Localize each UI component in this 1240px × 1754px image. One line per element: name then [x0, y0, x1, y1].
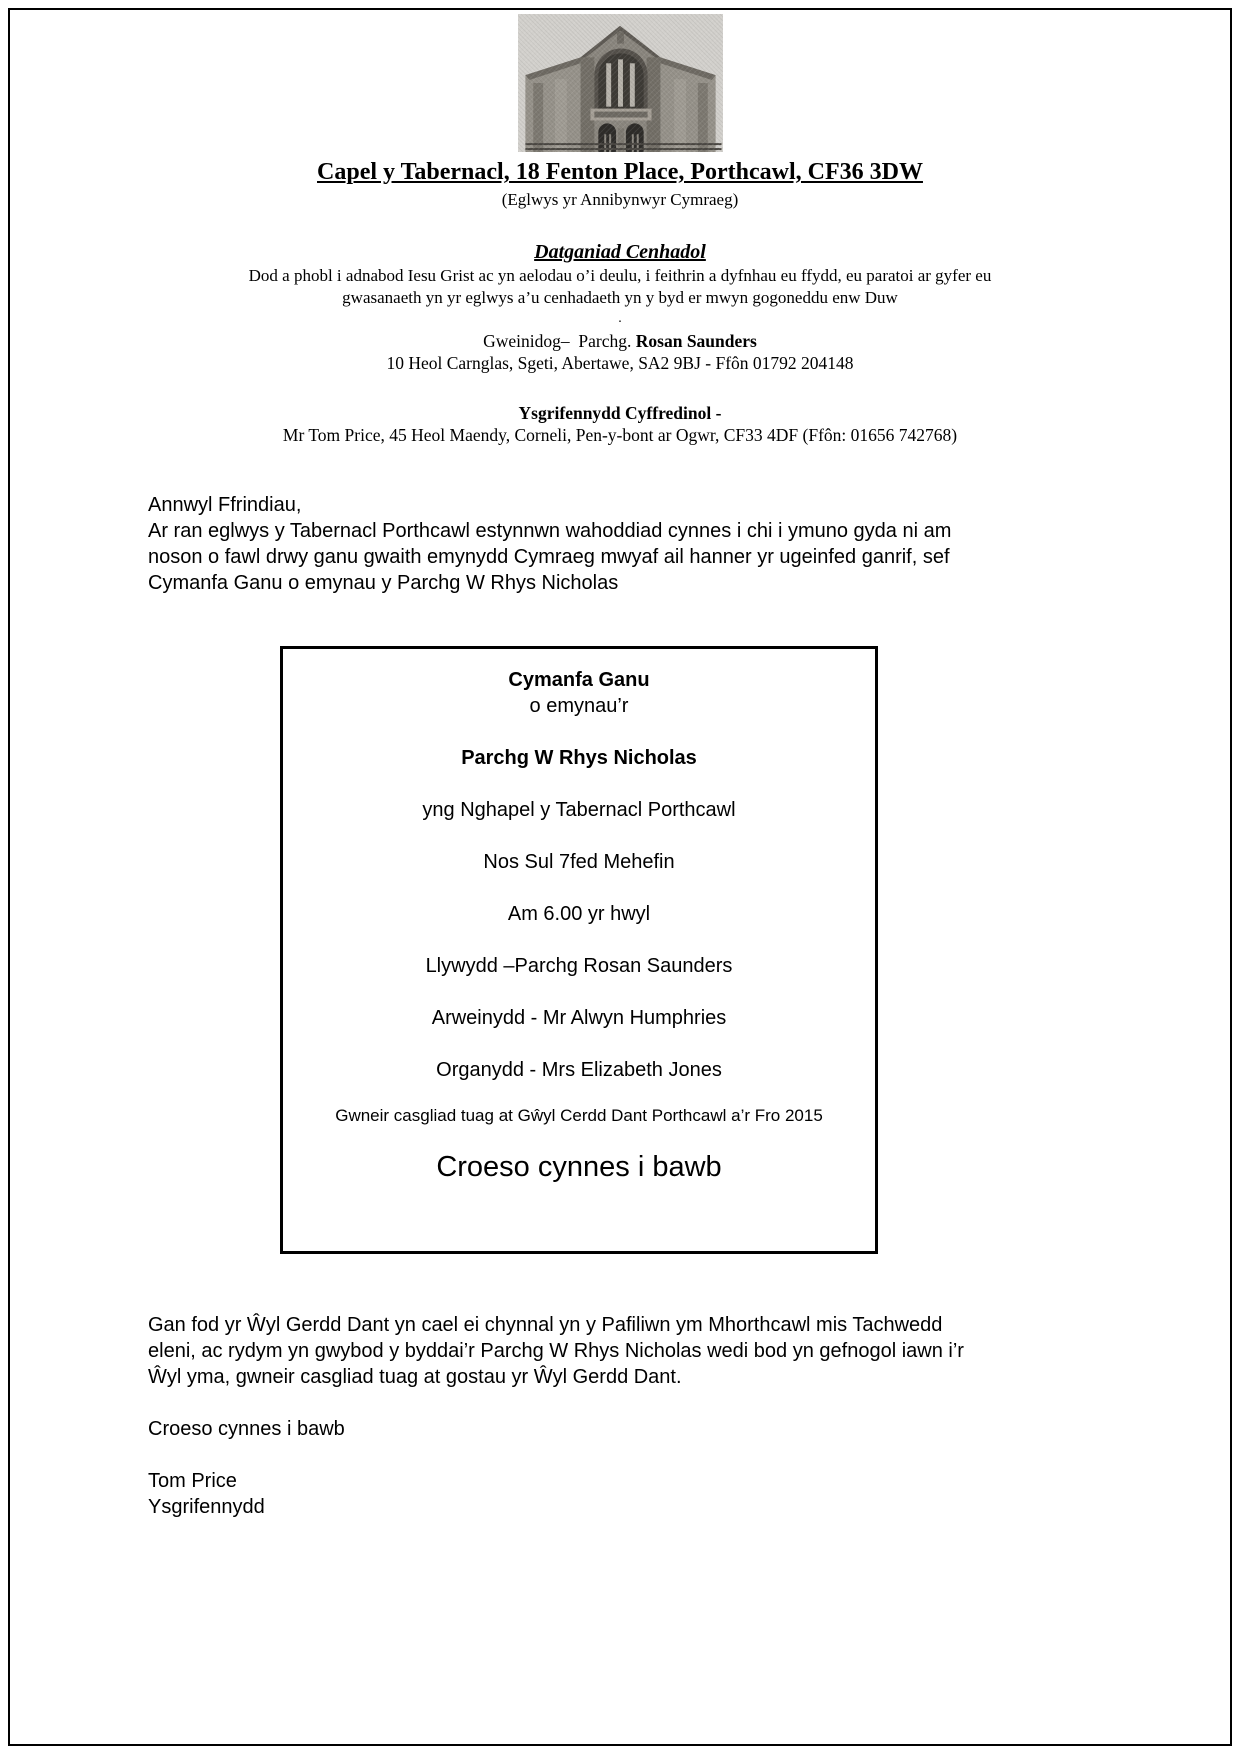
event-president: Llywydd –Parchg Rosan Saunders: [425, 955, 733, 977]
event-conductor: Arweinydd - Mr Alwyn Humphries: [431, 1007, 727, 1029]
salutation: Annwyl Ffrindiau,: [148, 494, 302, 516]
closing-welcome: Croeso cynnes i bawb: [148, 1418, 345, 1440]
event-organist: Organydd - Mrs Elizabeth Jones: [436, 1059, 722, 1081]
chapel-photo: [518, 14, 723, 152]
secretary-address: Mr Tom Price, 45 Heol Maendy, Corneli, Pen-y-bont ar Ogwr, CF33 4DF (Ffôn: 01656 742768): [282, 425, 958, 445]
event-welcome: Croeso cynnes i bawb: [436, 1151, 722, 1183]
event-venue: yng Nghapel y Tabernacl Porthcawl: [422, 799, 736, 821]
chapel-illustration: [518, 14, 723, 152]
page-title: Capel y Tabernacl, 18 Fenton Place, Porthcawl, CF36 3DW: [317, 159, 923, 185]
event-collection-note: Gwneir casgliad tuag at Gŵyl Cerdd Dant Porthcawl a’r Fro 2015: [335, 1106, 823, 1125]
minister-name: Rosan Saunders: [635, 331, 757, 351]
minister-line: [0, 330, 1240, 352]
intro-paragraph: Ar ran eglwys y Tabernacl Porthcawl estynnwn wahoddiad cynnes i chi i ymuno gyda ni am noson o fawl drwy ganu gwaith emynydd Cymraeg mwyaf ail hanner yr ugeinfed ganrif, sef Cymanfa Ganu o emynau y Parchg W Rhys Nicholas: [148, 520, 952, 594]
event-hymnist: Parchg W Rhys Nicholas: [461, 747, 697, 769]
event-title: Cymanfa Ganu: [508, 669, 650, 691]
separator-dot: .: [618, 311, 622, 326]
signature-role: Ysgrifennydd: [148, 1496, 265, 1518]
church-denomination: (Eglwys yr Annibynwyr Cymraeg): [501, 190, 739, 209]
minister-label: Gweinidog– Parchg.: [483, 331, 632, 351]
event-date: Nos Sul 7fed Mehefin: [483, 851, 675, 873]
mission-heading: Datganiad Cenhadol: [534, 241, 706, 263]
event-notice-box: [280, 646, 878, 1254]
secretary-heading: Ysgrifennydd Cyffredinol -: [518, 403, 722, 423]
minister-address: 10 Heol Carnglas, Sgeti, Abertawe, SA2 9BJ - Ffôn 01792 204148: [386, 353, 854, 373]
event-subtitle: o emynau’r: [529, 695, 629, 717]
mission-statement-line1: Dod a phobl i adnabod Iesu Grist ac yn aelodau o’i deulu, i feithrin a dyfnhau eu ffydd, eu paratoi ar gyfer eu: [248, 266, 992, 285]
event-time: Am 6.00 yr hwyl: [507, 903, 651, 925]
closing-paragraph: Gan fod yr Ŵyl Gerdd Dant yn cael ei chynnal yn y Pafiliwn ym Mhorthcawl mis Tachwedd eleni, ac rydym yn gwybod y byddai’r Parchg W Rhys Nicholas wedi bod yn gefnogol iawn i’r Ŵyl yma, gwneir casgliad tuag at gostau yr Ŵyl Gerdd Dant.: [148, 1314, 964, 1388]
signature-name: Tom Price: [148, 1470, 237, 1492]
mission-statement-line2: gwasanaeth yn yr eglwys a’u cenhadaeth yn y byd er mwyn gogoneddu enw Duw: [342, 288, 898, 307]
